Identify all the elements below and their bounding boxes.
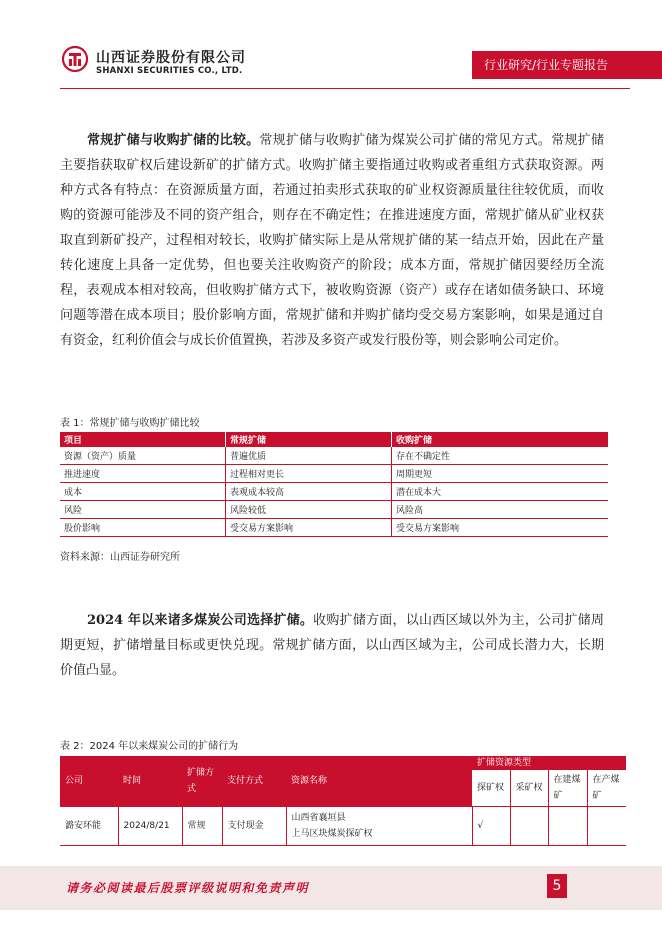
resource-line: 上马区块煤炭探矿权 — [291, 828, 373, 839]
paragraph-body: 常规扩储与收购扩储为煤炭公司扩储的常见方式。常规扩储主要指获取矿权后建设新矿的扩储方式。收购扩储主要指通过收购或者重组方式获取资源。两种方式各有特点：在资源质量方面，若通过拍卖形式获取的矿业权资源质量往往较优质，而收购的资源可能涉及不同的资产组合，则存在不确定性；在推进速度方面，常规扩储从矿业权获取直到新矿投产，过程相对较长，收购扩储实际上是从常规扩储的某一结点开始，因此在产量转化速度上具备一定优势，但也要关注收购资产的阶段；成本方面，常规扩储因要经历全流程，表观成本相对较高，但收购扩储方式下，被收购资源（资产）或存在诸如债务缺口、环境问题等潜在成本项目；股价影响方面，常规扩储和并购扩储均受交易方案影响，如果是通过自有资金，红利价值会与成长价值置换，若涉及多资产或发行股份等，则会影响公司定价。 — [60, 133, 604, 348]
col-header-date: 时间 — [118, 756, 182, 807]
cell-company: 潞安环能 — [60, 807, 118, 846]
paragraph-lead: 常规扩储与收购扩储的比较。 — [87, 133, 260, 148]
cell-in-production — [587, 807, 626, 846]
table-cell: 风险高 — [392, 501, 609, 519]
table-cell: 周期更短 — [392, 465, 609, 483]
comparison-table — [60, 432, 608, 537]
col-header-item: 项目 — [60, 432, 226, 447]
table-row — [60, 447, 608, 465]
paragraph-lead: 2024 年以来诸多煤炭公司选择扩储。 — [87, 613, 314, 628]
table-row — [60, 483, 608, 501]
col-header-in-production: 在产煤矿 — [587, 770, 626, 807]
table-cell: 风险 — [60, 501, 226, 519]
col-header-regular: 常规扩储 — [226, 432, 392, 447]
report-type-label: 行业研究/行业专题报告 — [472, 51, 662, 79]
table-cell: 受交易方案影响 — [392, 519, 609, 537]
table-cell: 潜在成本大 — [392, 483, 609, 501]
table-cell: 普遍优质 — [226, 447, 392, 465]
cell-exploration: √ — [472, 807, 510, 846]
table-header-row — [60, 432, 608, 447]
table-row — [60, 807, 626, 846]
table-cell: 股价影响 — [60, 519, 226, 537]
page-number: 5 — [547, 874, 567, 898]
col-header-under-construction: 在建煤矿 — [548, 770, 587, 807]
col-header-resource: 资源名称 — [286, 756, 472, 807]
paragraph-trend — [60, 608, 604, 683]
table2-caption: 表 2：2024 年以来煤炭公司的扩储行为 — [60, 741, 239, 752]
table-cell: 过程相对更长 — [226, 465, 392, 483]
table-cell: 推进速度 — [60, 465, 226, 483]
col-header-exploration: 探矿权 — [472, 770, 510, 807]
table-cell: 风险较低 — [226, 501, 392, 519]
company-name-en: SHANXI SECURITIES CO., LTD. — [96, 66, 243, 76]
col-header-company: 公司 — [60, 756, 118, 807]
cell-resource — [286, 807, 472, 846]
table-cell: 受交易方案影响 — [226, 519, 392, 537]
table-cell: 资源（资产）质量 — [60, 447, 226, 465]
expansion-table — [60, 756, 626, 846]
cell-under-construction — [548, 807, 587, 846]
cell-date: 2024/8/21 — [118, 807, 182, 846]
paragraph-body: 收购扩储方面，以山西区域以外为主，公司扩储周期更短，扩储增量目标或更快兑现。常规扩储方面，以山西区域为主，公司成长潜力大，长期价值凸显。 — [60, 613, 604, 678]
col-header-method: 扩储方式 — [182, 756, 222, 807]
col-header-acquisition: 收购扩储 — [392, 432, 609, 447]
paragraph-comparison — [60, 128, 604, 353]
table-row — [60, 501, 608, 519]
table-row — [60, 465, 608, 483]
disclaimer-text: 请务必阅读最后股票评级说明和免责声明 — [66, 881, 310, 895]
page-header — [0, 0, 662, 95]
company-name-cn: 山西证券股份有限公司 — [96, 50, 246, 66]
cell-mining — [510, 807, 548, 846]
company-logo-icon — [62, 46, 88, 72]
header-divider — [60, 88, 630, 89]
resource-line: 山西省襄垣县 — [291, 812, 346, 823]
table1-caption: 表 1：常规扩储与收购扩储比较 — [60, 418, 200, 429]
col-header-mining: 采矿权 — [510, 770, 548, 807]
table1-source: 资料来源：山西证券研究所 — [60, 552, 180, 563]
table-cell: 存在不确定性 — [392, 447, 609, 465]
col-header-payment: 支付方式 — [222, 756, 286, 807]
cell-payment: 支付现金 — [222, 807, 286, 846]
table-cell: 表观成本较高 — [226, 483, 392, 501]
cell-method: 常规 — [182, 807, 222, 846]
table-row — [60, 519, 608, 537]
table-cell: 成本 — [60, 483, 226, 501]
table-header-row — [60, 756, 626, 770]
col-group-resource-type: 扩储资源类型 — [472, 756, 626, 770]
page-footer — [0, 866, 662, 910]
